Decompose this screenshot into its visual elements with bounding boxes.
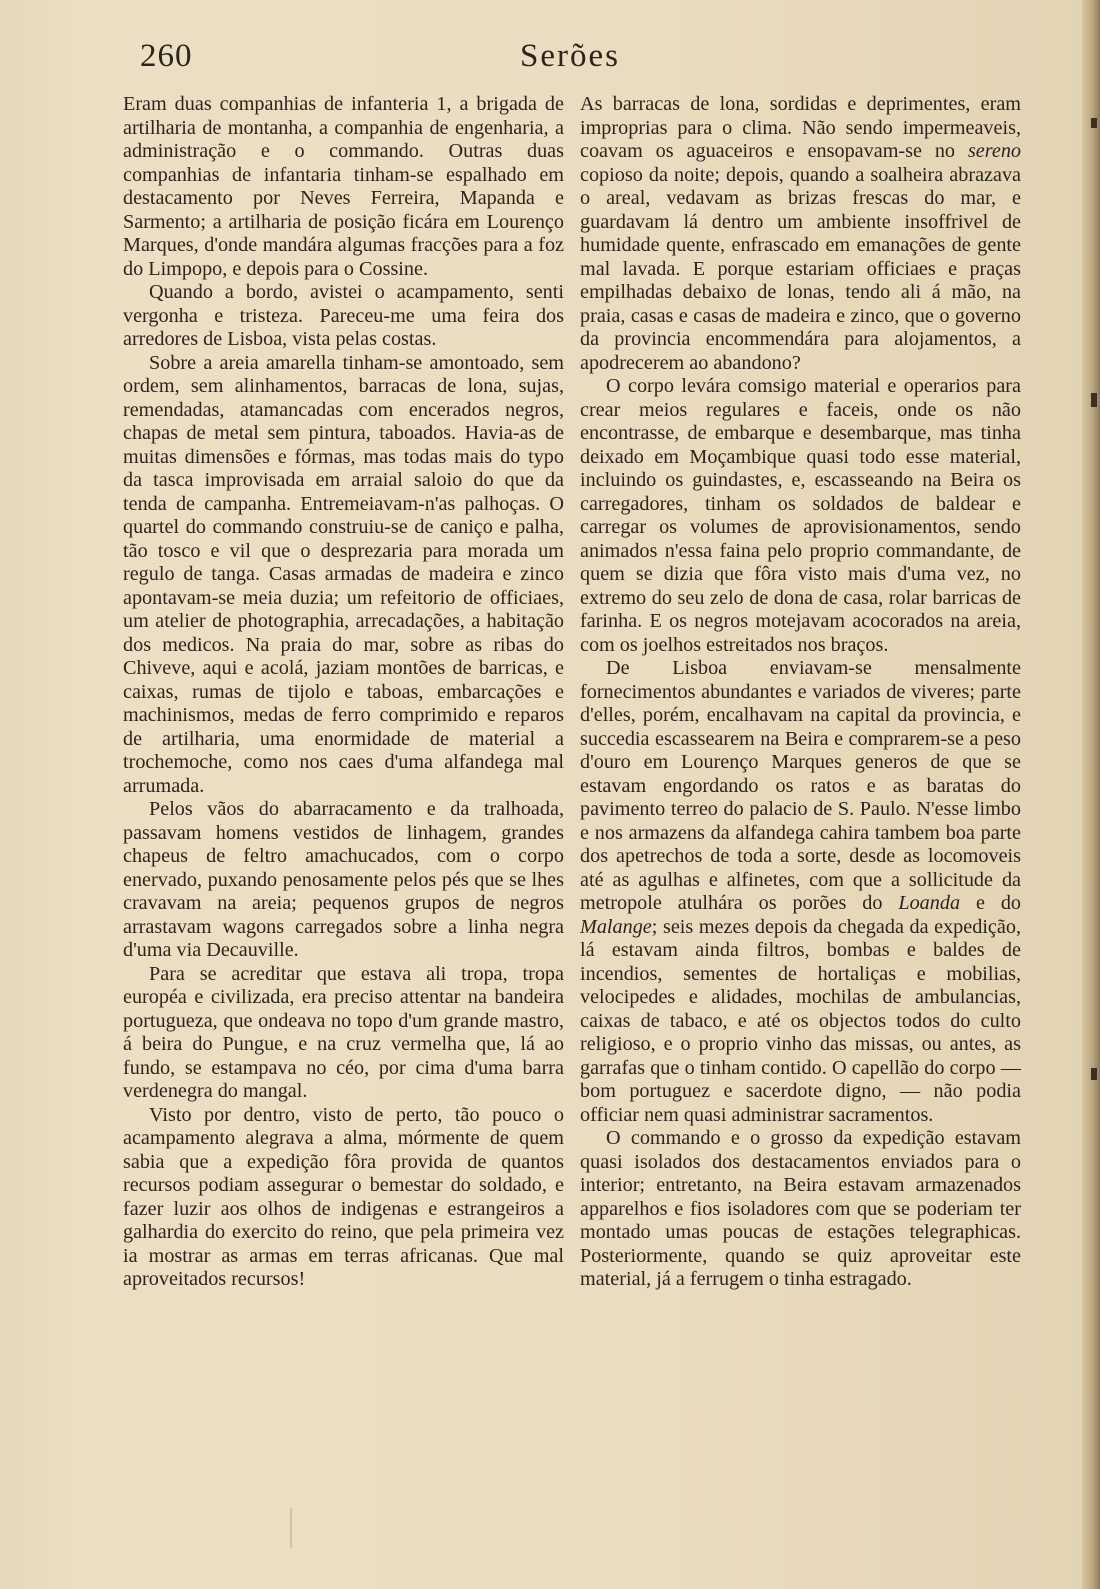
right-column [580,93,1021,1292]
paragraph: O corpo levára comsigo material e operarios para crear meios regulares e faceis, onde os não encontrasse, de embarque e desembarque, mas tinha deixado em Moçambique quasi todo esse material, incluindo os guindastes, e, escasseando na Beira os carregadores, tinham os soldados de baldear e carregar os volumes de aprovisionamentos, sendo animados n'essa faina pelo proprio commandante, de quem se dizia que fôra visto mais d'uma vez, no extremo do seu zelo de dona de casa, rolar barricas de farinha. E os negros motejavam acocorados na areia, com os joelhos estreitados nos braços. [580,375,1021,656]
paragraph-text: e do [975,892,1022,914]
paper-mark [290,1508,292,1548]
paragraph [580,657,1021,1127]
paragraph [580,93,1021,375]
page-edge [1082,0,1100,1589]
left-column [123,93,564,1292]
paragraph-text: copioso da noite; depois, quando a soalheira abrazava o areal, vedavam as brizas frescas do mar, e guardavam lá dentro um ambiente insoffrivel de humidade quente, enfrascado em emanações de gente mal lavada. E porque estariam officiaes e praças empilhadas debaixo de lonas, tendo ali á mão, na praia, casas e casas de madeira e zinco, que o governo da provincia encommendára para alojamentos, a apodrecerem ao abandono? [580,163,1021,374]
paragraph: Pelos vãos do abarracamento e da tralhoada, passavam homens vestidos de linhagem, grandes chapeus de feltro amachucados, com o corpo enervado, puxando penosamente pelos pés que se lhes cravavam na areia; pequenos grupos de negros arrastavam wagons carregados sobre a linha negra d'uma via Decauville. [123,798,564,961]
paragraph: Visto por dentro, visto de perto, tão pouco o acampamento alegrava a alma, mórmente de quem sabia que a expedição fôra provida de quantos recursos podiam assegurar o bemestar do soldado, e fazer luzir aos olhos de indigenas e estrangeiros a galhardia do exercito do reino, que pela primeira vez ia mostrar as armas em terras africanas. Que mal aproveitados recursos! [123,1103,564,1290]
italic-word: sereno [967,140,1022,162]
paragraph: O commando e o grosso da expedição estavam quasi isolados dos destacamentos enviados para o interior; entretanto, na Beira estavam armazenados apparelhos e fios isoladores com que se poderiam ter montado umas poucas de estações telegraphicas. Posteriormente, quando se quiz aproveitar este material, já a ferrugem o tinha estragado. [580,1127,1021,1290]
paragraph-text: As barracas de lona, sordidas e deprimentes, eram improprias para o clima. Não sendo impermeaveis, coavam os aguaceiros e ensopavam-se no [580,93,1021,162]
paragraph-text: De Lisboa enviavam-se mensalmente fornecimentos abundantes e variados de viveres; parte d'elles, porém, encalhavam na capital da provincia, e succedia escassearem na Beira e comprarem-se a peso d'ouro em Lourenço Marques generos de que se estavam engordando os ratos e as baratas do pavimento terreo do palacio de S. Paulo. N'esse limbo e nos armazens da alfandega cahira tambem boa parte dos apetrechos de toda a sorte, desde as locomoveis até as agulhas e alfinetes, com que a sollicitude da metropole atulhára os porões do [580,657,1021,914]
paragraph: Quando a bordo, avistei o acampamento, senti vergonha e tristeza. Pareceu-me uma feira dos arredores de Lisboa, vista pelas costas. [123,281,564,350]
ship-name: Loanda [898,892,961,914]
paragraph: Para se acreditar que estava ali tropa, tropa européa e civilizada, era preciso attentar na bandeira portugueza, que ondeava no topo d'um grande mastro, á beira do Pungue, e na cruz vermelha que, lá ao fundo, se estampava no céo, por cima d'uma barra verdenegra do mangal. [123,962,564,1102]
page-number: 260 [140,38,193,74]
paragraph: Eram duas companhias de infanteria 1, a brigada de artilharia de montanha, a companhia de engenharia, a administração e o commando. Outras duas companhias de infantaria tinham-se espalhado em destacamento por Neves Ferreira, Mapanda e Sarmento; a artilharia de posição ficára em Lourenço Marques, d'onde mandára algumas fracções para a foz do Limpopo, e depois para o Cossine. [123,93,564,280]
ship-name: Malange [580,915,652,938]
paragraph: Sobre a areia amarella tinham-se amontoado, sem ordem, sem alinhamentos, barracas de lona, sujas, remendadas, atamancadas com encerados negros, chapas de metal sem pintura, taboados. Havia-as de muitas dimensões e fórmas, mas todas mais do typo da tasca improvisada em arraial saloio do que da tenda de campanha. Entremeiavam-n'as palhoças. O quartel do commando construiu-se de caniço e palha, tão tosco e vil que o desprezaria para morada um regulo de tanga. Casas armadas de madeira e zinco apontavam-se meia duzia; um refeitorio de officiaes, um atelier de photographia, arrecadações, a habitação dos medicos. Na praia do mar, sobre as ribas do Chiveve, aqui e acolá, jaziam montões de barricas, e caixas, rumas de tijolo e taboas, embarcações e machinismos, medas de ferro comprimido e reparos de artilharia, uma enormidade de material a trochemoche, como nos caes d'uma alfandega mal arrumada. [123,351,564,797]
running-title: Serões [520,38,620,74]
paragraph-text: ; seis mezes depois da chegada da expedição, lá estavam ainda filtros, bombas e baldes de incendios, sementes de hortaliças e mobilias, velocipedes e alidades, mochilas de ambulancias, caixas de tabaco, e até os objectos todos do culto religioso, e o proprio vinho das missas, ou antes, as garrafas que o tinham contido. O capellão do corpo — bom portuguez e sacerdote digno, — não podia officiar nem quasi administrar sacramentos. [580,915,1021,1126]
